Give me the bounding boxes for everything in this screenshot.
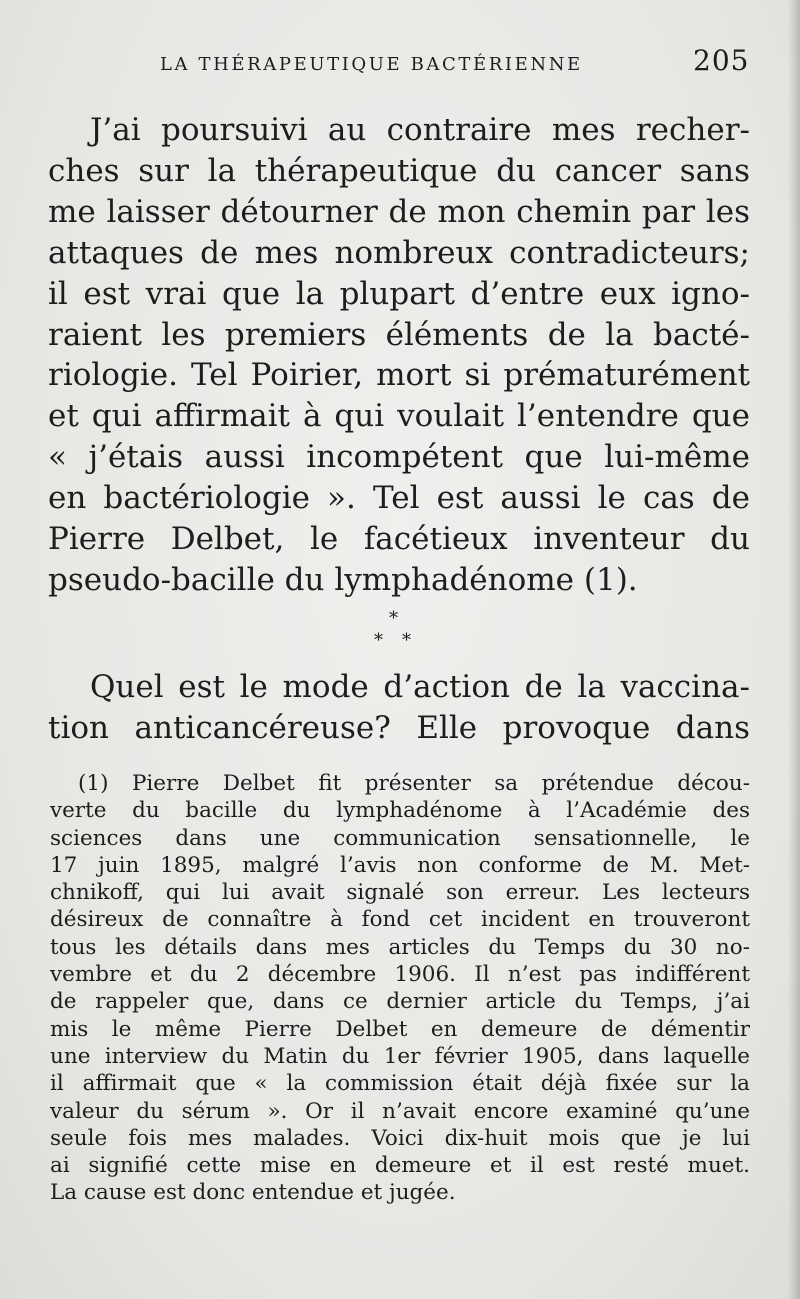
text-line: riologie. Tel Poirier, mort si prématurément — [48, 357, 750, 394]
footnote-line: ai signifié cette mise en demeure et il est resté muet. — [50, 1153, 750, 1179]
footnote-line: désireux de connaître à fond cet incident en trouveront — [50, 907, 750, 933]
text-line: Pierre Delbet, le facétieux inventeur du — [48, 521, 750, 558]
footnote-line: valeur du sérum ». Or il n’avait encore examiné qu’une — [50, 1098, 750, 1124]
page-header — [0, 44, 800, 84]
text-line: ches sur la thérapeutique du cancer sans — [48, 152, 750, 189]
text-line: pseudo-bacille du lymphadénome (1). — [48, 561, 638, 598]
footnote-line: seule fois mes malades. Voici dix-huit mois que je lui — [50, 1125, 750, 1151]
footnote-line: sciences dans une communication sensationnelle, le — [50, 825, 750, 851]
running-title: LA THÉRAPEUTIQUE BACTÉRIENNE — [160, 54, 583, 75]
text-line: en bactériologie ». Tel est aussi le cas de — [48, 480, 750, 517]
footnote-line: (1) Pierre Delbet fit présenter sa prétendue décou- — [78, 771, 750, 796]
footnote-line: tous les détails dans mes articles du Temps du 30 no- — [50, 934, 750, 960]
footnote-line: de rappeler que, dans ce dernier article du Temps, j’ai — [50, 989, 750, 1015]
footnote-line: il affirmait que « la commission était déjà fixée sur la — [50, 1071, 750, 1097]
paragraph-2 — [48, 667, 750, 749]
page-number: 205 — [693, 44, 750, 77]
footnote-line: mis le même Pierre Delbet en demeure de démentir — [50, 1016, 750, 1042]
asterism-separator — [0, 608, 800, 660]
footnote-line: verte du bacille du lymphadénome à l’Académie des — [50, 798, 750, 824]
footnote-line: chnikoff, qui lui avait signalé son erreur. Les lecteurs — [50, 880, 750, 906]
text-line: me laisser détourner de mon chemin par les — [48, 193, 750, 230]
footnote-line: La cause est donc entendue et jugée. — [50, 1180, 456, 1206]
footnote-line: vembre et du 2 décembre 1906. Il n’est pas indifférent — [50, 962, 750, 988]
footnote — [50, 770, 750, 1207]
text-line: attaques de mes nombreux contradicteurs; — [48, 234, 750, 271]
text-line: J’ai poursuivi au contraire mes recher- — [90, 112, 750, 148]
text-line: raient les premiers éléments de la bacté- — [48, 316, 750, 353]
paragraph-1 — [48, 110, 750, 601]
text-line: tion anticancéreuse? Elle provoque dans — [48, 709, 750, 746]
footnote-line: une interview du Matin du 1er février 1905, dans laquelle — [50, 1043, 750, 1069]
text-line: « j’étais aussi incompétent que lui-même — [48, 439, 750, 476]
star-glyph: * — [402, 630, 411, 651]
star-glyph: * — [389, 608, 398, 629]
text-line: il est vrai que la plupart d’entre eux igno- — [48, 275, 750, 312]
footnote-line: 17 juin 1895, malgré l’avis non conforme de M. Met- — [50, 852, 750, 878]
text-line: Quel est le mode d’action de la vaccina- — [90, 669, 750, 705]
star-glyph: * — [374, 630, 383, 651]
text-line: et qui affirmait à qui voulait l’entendre que — [48, 398, 750, 435]
